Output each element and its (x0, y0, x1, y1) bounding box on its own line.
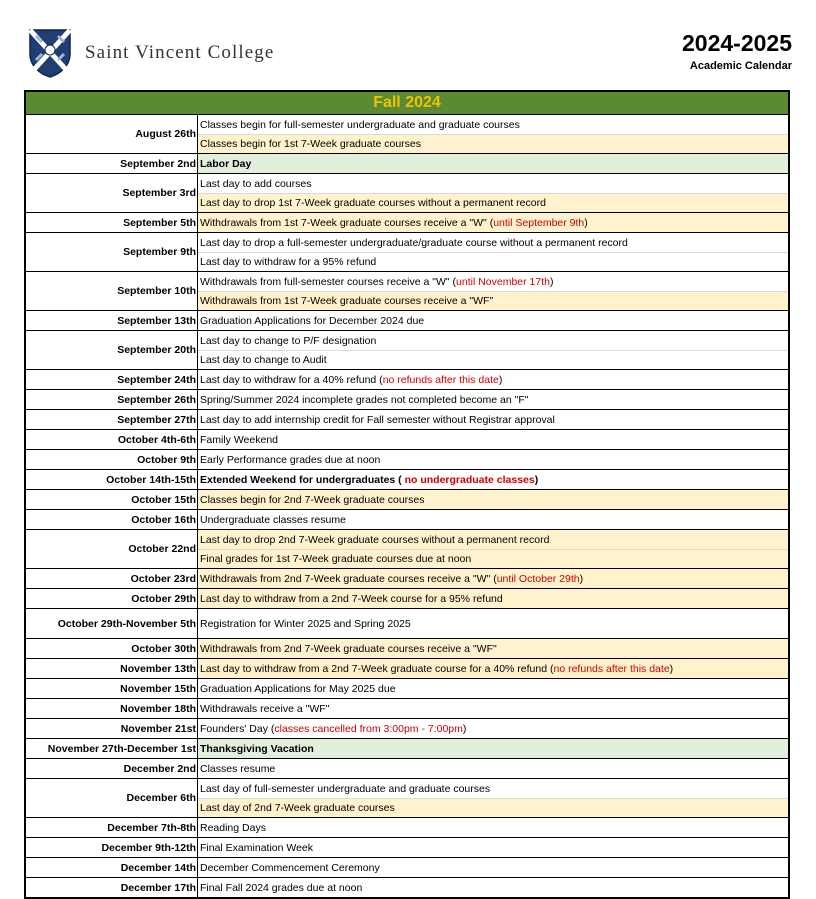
event-label: Graduation Applications for December 2024 due (200, 314, 425, 327)
row-date: October 16th (26, 510, 198, 529)
row-events (198, 410, 788, 429)
event-label: Spring/Summer 2024 incomplete grades not completed become an "F" (200, 393, 529, 406)
event-label-suffix: ) (584, 216, 588, 229)
calendar-row (26, 778, 788, 817)
calendar-year: 2024-2025 (682, 30, 792, 56)
row-events (198, 213, 788, 232)
event-text (198, 798, 788, 817)
event-note-red: until September 9th (493, 216, 585, 229)
row-events (198, 719, 788, 738)
calendar-row (26, 232, 788, 271)
event-text (198, 739, 788, 758)
event-text (198, 699, 788, 718)
row-date: October 29th-November 5th (26, 609, 198, 638)
row-events (198, 530, 788, 568)
calendar-row (26, 115, 788, 153)
row-date: September 24th (26, 370, 198, 389)
row-date: September 26th (26, 390, 198, 409)
row-date: October 30th (26, 639, 198, 658)
calendar-row (26, 469, 788, 489)
event-label: Last day to withdraw from a 2nd 7-Week graduate course for a 40% refund ( (200, 662, 554, 675)
row-events (198, 233, 788, 271)
row-events (198, 470, 788, 489)
calendar-row (26, 588, 788, 608)
calendar-row (26, 658, 788, 678)
event-text (198, 470, 788, 489)
calendar-row (26, 568, 788, 588)
event-text (198, 609, 788, 638)
event-label: Last day to drop 1st 7-Week graduate courses without a permanent record (200, 197, 546, 209)
calendar-row (26, 758, 788, 778)
row-events (198, 779, 788, 817)
event-note-red: no refunds after this date (553, 662, 670, 675)
row-events (198, 154, 788, 173)
row-date: September 13th (26, 311, 198, 330)
event-label: Extended Weekend for undergraduates ( (200, 473, 402, 486)
calendar-row (26, 698, 788, 718)
calendar-row (26, 153, 788, 173)
event-text (198, 291, 788, 310)
event-label: Withdrawals receive a "WF" (200, 702, 330, 715)
row-date: October 4th-6th (26, 430, 198, 449)
event-text (198, 719, 788, 738)
row-date: October 15th (26, 490, 198, 509)
event-label: Last day to change to P/F designation (200, 334, 377, 347)
event-text (198, 450, 788, 469)
event-text (198, 549, 788, 568)
calendar-row (26, 817, 788, 837)
event-text (198, 759, 788, 778)
semester-title: Fall 2024 (26, 92, 788, 115)
calendar-row (26, 738, 788, 758)
event-text (198, 510, 788, 529)
row-date: September 9th (26, 233, 198, 271)
event-text (198, 779, 788, 798)
event-text (198, 659, 788, 678)
row-events (198, 430, 788, 449)
row-events (198, 739, 788, 758)
event-label: Last day to withdraw for a 95% refund (200, 256, 377, 268)
calendar-row (26, 271, 788, 310)
row-events (198, 569, 788, 588)
event-text (198, 530, 788, 549)
event-label: Classes begin for 2nd 7-Week graduate courses (200, 493, 425, 506)
event-label: Graduation Applications for May 2025 due (200, 682, 396, 695)
row-date: October 23rd (26, 569, 198, 588)
calendar-row (26, 877, 788, 897)
row-events (198, 609, 788, 638)
event-text (198, 370, 788, 389)
row-events (198, 759, 788, 778)
event-text (198, 589, 788, 608)
row-date: December 2nd (26, 759, 198, 778)
calendar-row (26, 330, 788, 369)
event-text (198, 174, 788, 193)
calendar-row (26, 212, 788, 232)
row-date: September 5th (26, 213, 198, 232)
event-label-suffix: ) (549, 275, 554, 288)
event-label: Labor Day (200, 157, 252, 170)
event-label: Last day to drop a full-semester undergraduate/graduate course without a permanent record (200, 236, 628, 249)
event-label-suffix: ) (534, 473, 539, 486)
event-text (198, 878, 788, 897)
event-text (198, 430, 788, 449)
event-text (198, 569, 788, 588)
row-date: November 21st (26, 719, 198, 738)
event-text (198, 213, 788, 232)
event-label: Thanksgiving Vacation (200, 742, 314, 755)
event-text (198, 331, 788, 350)
event-note-red: no undergraduate classes (401, 473, 535, 486)
row-events (198, 311, 788, 330)
event-label: Withdrawals from 2nd 7-Week graduate courses receive a "WF" (200, 642, 497, 655)
row-date: December 6th (26, 779, 198, 817)
row-date: October 9th (26, 450, 198, 469)
row-events (198, 450, 788, 469)
event-label: Last day of full-semester undergraduate and graduate courses (200, 782, 491, 795)
event-text (198, 193, 788, 212)
row-events (198, 838, 788, 857)
event-text (198, 350, 788, 369)
row-date: October 29th (26, 589, 198, 608)
event-label-suffix: ) (462, 722, 467, 735)
row-events (198, 174, 788, 212)
calendar-row (26, 529, 788, 568)
row-date: September 27th (26, 410, 198, 429)
event-text (198, 311, 788, 330)
event-note-red: until November 17th (456, 275, 550, 288)
event-label: Reading Days (200, 821, 266, 834)
academic-calendar-table (24, 90, 790, 899)
event-label: Last day to add internship credit for Fall semester without Registrar approval (200, 413, 555, 426)
event-label: December Commencement Ceremony (200, 861, 380, 874)
calendar-row (26, 429, 788, 449)
row-events (198, 858, 788, 877)
event-text (198, 818, 788, 837)
row-date: October 22nd (26, 530, 198, 568)
row-date: August 26th (26, 115, 198, 153)
row-events (198, 878, 788, 897)
row-date: December 7th-8th (26, 818, 198, 837)
event-label: Founders' Day ( (200, 722, 275, 735)
row-date: November 13th (26, 659, 198, 678)
event-text (198, 410, 788, 429)
row-date: September 2nd (26, 154, 198, 173)
row-events (198, 390, 788, 409)
row-events (198, 699, 788, 718)
event-label: Registration for Winter 2025 and Spring 2025 (200, 617, 411, 630)
row-date: November 15th (26, 679, 198, 698)
event-text (198, 679, 788, 698)
event-text (198, 134, 788, 153)
event-label: Classes resume (200, 762, 276, 775)
event-text (198, 154, 788, 173)
event-label: Family Weekend (200, 433, 279, 446)
event-text (198, 639, 788, 658)
event-text (198, 858, 788, 877)
calendar-row (26, 678, 788, 698)
row-events (198, 331, 788, 369)
event-note-red: until October 29th (496, 572, 580, 585)
event-label: Classes begin for full-semester undergraduate and graduate courses (200, 118, 520, 131)
event-text (198, 233, 788, 252)
calendar-row (26, 718, 788, 738)
event-text (198, 490, 788, 509)
event-label: Last day to withdraw from a 2nd 7-Week course for a 95% refund (200, 592, 503, 605)
row-events (198, 510, 788, 529)
event-label: Classes begin for 1st 7-Week graduate courses (200, 138, 422, 150)
event-label-suffix: ) (498, 373, 503, 386)
event-label: Final Examination Week (200, 841, 314, 854)
event-label: Last day to change to Audit (200, 354, 327, 366)
event-label: Undergraduate classes resume (200, 513, 346, 526)
row-date: November 27th-December 1st (26, 739, 198, 758)
event-label-suffix: ) (579, 572, 584, 585)
event-label: Withdrawals from 1st 7-Week graduate courses receive a "W" ( (200, 216, 494, 229)
row-date: December 14th (26, 858, 198, 877)
calendar-row (26, 173, 788, 212)
row-date: October 14th-15th (26, 470, 198, 489)
row-events (198, 679, 788, 698)
row-events (198, 272, 788, 310)
row-date: November 18th (26, 699, 198, 718)
event-label: Final Fall 2024 grades due at noon (200, 881, 363, 894)
row-events (198, 818, 788, 837)
row-events (198, 490, 788, 509)
calendar-rows (26, 115, 788, 897)
calendar-row (26, 489, 788, 509)
event-label: Last day to drop 2nd 7-Week graduate courses without a permanent record (200, 533, 550, 546)
event-label: Withdrawals from 1st 7-Week graduate courses receive a "WF" (200, 295, 494, 307)
event-label: Withdrawals from full-semester courses receive a "W" ( (200, 275, 457, 288)
row-events (198, 115, 788, 153)
calendar-row (26, 369, 788, 389)
college-name: Saint Vincent College (85, 42, 275, 63)
event-label-suffix: ) (669, 662, 674, 675)
event-label: Early Performance grades due at noon (200, 453, 381, 466)
row-date: September 10th (26, 272, 198, 310)
calendar-row (26, 449, 788, 469)
calendar-row (26, 608, 788, 638)
event-text (198, 390, 788, 409)
calendar-subtitle: Academic Calendar (689, 60, 792, 72)
calendar-row (26, 389, 788, 409)
event-note-red: classes cancelled from 3:00pm - 7:00pm (274, 722, 463, 735)
row-date: September 3rd (26, 174, 198, 212)
row-events (198, 370, 788, 389)
calendar-row (26, 409, 788, 429)
header (0, 0, 816, 90)
calendar-row (26, 638, 788, 658)
event-label: Last day of 2nd 7-Week graduate courses (200, 802, 395, 814)
event-text (198, 252, 788, 271)
event-label: Withdrawals from 2nd 7-Week graduate courses receive a "W" ( (200, 572, 497, 585)
event-text (198, 838, 788, 857)
event-text (198, 272, 788, 291)
calendar-row (26, 837, 788, 857)
event-label: Final grades for 1st 7-Week graduate courses due at noon (200, 553, 472, 565)
row-events (198, 659, 788, 678)
event-note-red: no refunds after this date (382, 373, 499, 386)
event-label: Last day to withdraw for a 40% refund ( (200, 373, 383, 386)
calendar-row (26, 857, 788, 877)
event-text (198, 115, 788, 134)
calendar-row (26, 310, 788, 330)
calendar-row (26, 509, 788, 529)
row-date: December 17th (26, 878, 198, 897)
row-date: December 9th-12th (26, 838, 198, 857)
row-events (198, 589, 788, 608)
event-label: Last day to add courses (200, 177, 312, 190)
row-events (198, 639, 788, 658)
row-date: September 20th (26, 331, 198, 369)
college-shield-logo (28, 28, 72, 78)
